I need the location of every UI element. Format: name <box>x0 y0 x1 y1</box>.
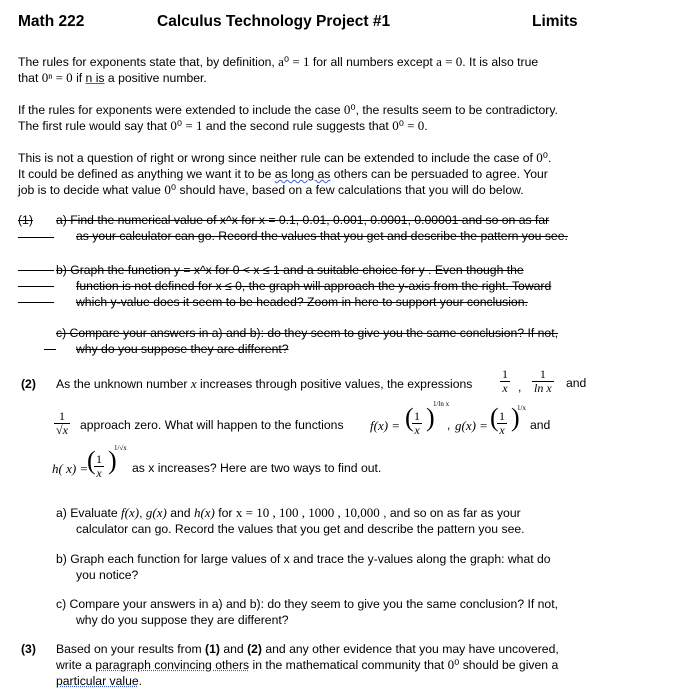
as-x-increases-text: as x increases? Here are two ways to find out. <box>132 461 382 475</box>
grammar-flag: paragraph convincing others <box>95 658 250 672</box>
section-2-number: (2) <box>21 377 36 391</box>
section-1-c: c) Compare your answers in a) and b): do they seem to give you the same conclusion? If not, why do you suppose they are different? <box>56 326 558 356</box>
approach-text: approach zero. What will happen to the functions <box>80 418 344 432</box>
fraction-1-over-sqrtx: $\frac{1}{√x}$ <box>56 409 68 437</box>
grammar-flag: n is <box>85 71 105 85</box>
strike-margin-line <box>18 302 54 303</box>
math-expression: a⁰ = 1 <box>278 54 310 69</box>
section-1-b: b) Graph the function y = x^x for 0 < x ≤ 1 and a suitable choice for y . Even though the function is not defined for x ≤ 0, the graph will approach the y-axis from the right. Toward which y-value does it seem to be headed? Zoom in here to support your conclusion. <box>56 263 552 309</box>
h-function: h( x) = <box>52 461 89 476</box>
intro-paragraph-1: The rules for exponents state that, by definition, a⁰ = 1 for all numbers except a = 0. It is also true that 0ⁿ = 0 if n is a positive number. <box>18 54 539 85</box>
f-exponent: 1/ln x <box>433 400 450 408</box>
topic-label: Limits <box>532 13 578 30</box>
section-2-b: b) Graph each function for large values of x and trace the y-values along the graph: what do you notice? <box>56 552 551 582</box>
strike-margin-line <box>44 349 56 350</box>
section-3-text: Based on your results from (1) and (2) and any other evidence that you may have uncovered, write a paragraph convincing others in the mathematical community that 0⁰ should be given a particular value. <box>56 642 559 688</box>
strike-margin-line <box>18 286 54 287</box>
section-2-c: c) Compare your answers in a) and b): do they seem to give you the same conclusion? If not, why do you suppose they are different? <box>56 597 558 627</box>
g-exponent: 1/x <box>517 404 526 412</box>
page-title: Calculus Technology Project #1 <box>157 13 391 30</box>
h-exponent: 1/√x <box>114 444 127 452</box>
course-label: Math 222 <box>18 13 85 30</box>
section-3-number: (3) <box>21 642 36 656</box>
intro-paragraph-3: This is not a question of right or wrong since neither rule can be extended to include the case of 0⁰. It could be defined as anything we want it to be as long as others can be persuaded to agree. Your job is to decide what value 0⁰ should have, based on a few calculations that you will do below. <box>18 150 552 197</box>
grammar-flag: particular value <box>56 674 139 688</box>
intro-paragraph-2: If the rules for exponents were extended to include the case 0⁰, the results seem to be contradictory. The first rule would say that 0⁰ = 1 and the second rule suggests that 0⁰ = 0. <box>18 102 558 133</box>
f-function: f(x) = <box>370 418 401 433</box>
grammar-flag: as long as <box>274 167 331 181</box>
fraction-1-over-lnx: $\frac{1}{\text{ln x}}$ <box>534 367 552 395</box>
section-1-a: a) Find the numerical value of x^x for x = 0.1, 0.01, 0.001, 0.0001, 0.00001 and so on as far as your calculator can go. Record the values that you get and describe the pattern you see. <box>56 213 568 243</box>
strike-margin-line <box>18 237 54 238</box>
section-1-number: (1) <box>18 213 33 227</box>
section-2-intro: As the unknown number x increases through positive values, the expressions <box>56 376 473 391</box>
section-2-a: a) Evaluate f(x), g(x) and h(x) for x = 10 , 100 , 1000 , 10,000 , and so on as far as your calculator can go. Record the values that you get and describe the pattern you see. <box>56 505 525 536</box>
fraction-1-over-x: $\frac{1}{x}$ <box>502 367 508 395</box>
g-function: g(x) = <box>455 418 488 433</box>
strike-margin-line <box>18 270 54 271</box>
